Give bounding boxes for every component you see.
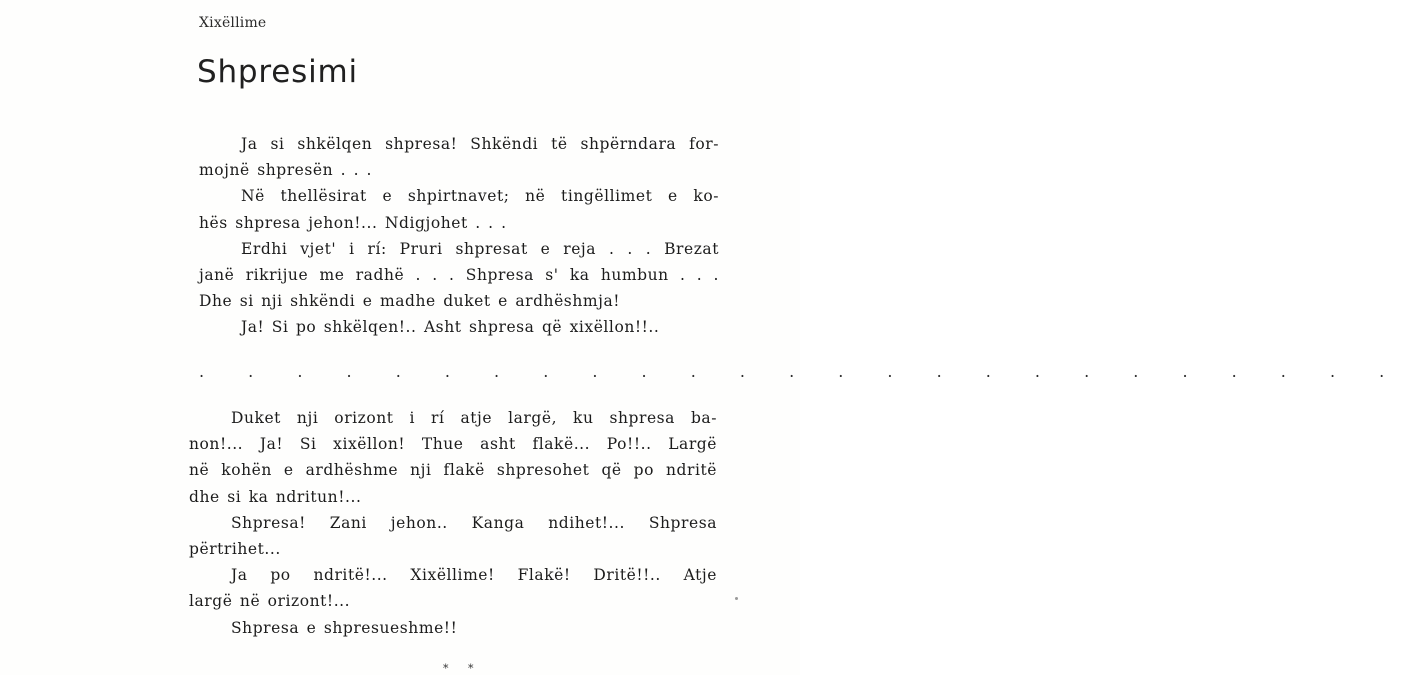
text-line: Ja po ndritë!... Xixëllime! Flakë! Dritë!!.. Atje: [231, 566, 717, 585]
text-line: Në thellësirat e shpirtnavet; në tingëllimet e ko-: [241, 187, 719, 206]
paragraph-2: [199, 183, 719, 235]
section-1: [199, 131, 719, 341]
paragraph-1: [199, 131, 719, 183]
text-line: Dhe si nji shkëndi e madhe duket e ardhëshmja!: [199, 292, 621, 311]
paragraph-4: [199, 314, 719, 340]
text-line: mojnë shpresën . . .: [199, 161, 373, 180]
paragraph-6: [189, 510, 717, 562]
paragraph-8: [189, 615, 717, 641]
text-line: Erdhi vjet' i rí: Pruri shpresat e reja . . . Brezat: [241, 239, 719, 258]
text-line: hës shpresa jehon!... Ndigjohet . . .: [199, 213, 507, 232]
text-line: janë rikrijue me radhë . . . Shpresa s' ka humbun . . .: [199, 266, 719, 285]
section-2: [189, 405, 717, 641]
page-title: Shpresimi: [197, 54, 358, 90]
paper-speck: [735, 597, 738, 600]
paragraph-7: [189, 562, 717, 614]
text-line: largë në orizont!...: [189, 592, 351, 611]
text-line: dhe si ka ndritun!...: [189, 487, 362, 506]
text-line: në kohën e ardhëshme nji flakë shpresohet që po ndritë: [189, 461, 717, 480]
text-line: Duket nji orizont i rí atje largë, ku shpresa ba-: [231, 409, 717, 427]
running-head: Xixëllime: [199, 15, 267, 31]
paragraph-5: [189, 405, 717, 510]
text-line: Ja si shkëlqen shpresa! Shkëndi të shpërndara for-: [241, 135, 719, 153]
text-line: përtrihet...: [189, 540, 281, 559]
dotted-separator: . . . . . . . . . . . . . . . . . . . . . . . . .: [199, 362, 1404, 381]
text-line: Shpresa! Zani jehon.. Kanga ndihet!... Shpresa: [231, 513, 717, 532]
text-line: Shpresa e shpresueshme!!: [231, 618, 458, 637]
text-line: non!... Ja! Si xixëllon! Thue asht flakë... Po!!.. Largë: [189, 435, 717, 454]
text-line: Ja! Si po shkëlqen!.. Asht shpresa që xixëllon!!..: [241, 318, 660, 337]
paragraph-3: [199, 236, 719, 315]
asterisk-ornament: * *: [443, 662, 482, 675]
